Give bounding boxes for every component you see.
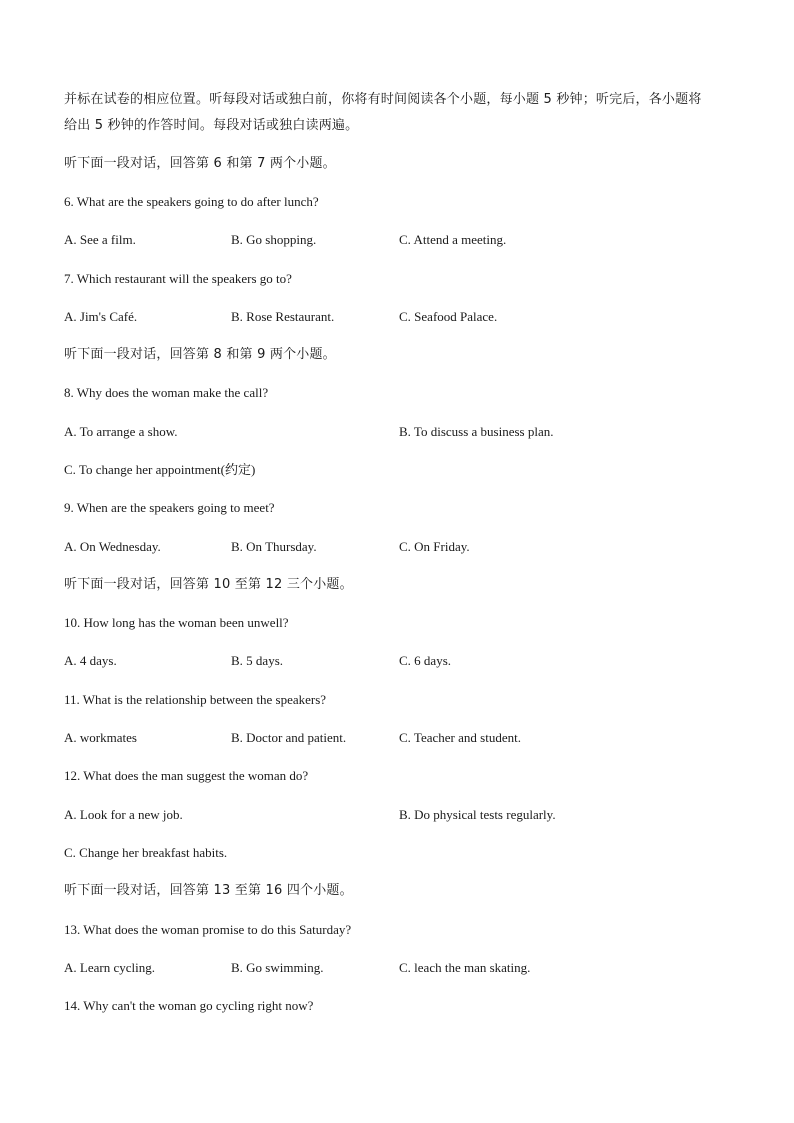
option-10a: A. 4 days.: [64, 653, 117, 668]
question-14: 14. Why can't the woman go cycling right now?: [64, 998, 314, 1013]
option-12c: C. Change her breakfast habits.: [64, 845, 228, 860]
question-8: 8. Why does the woman make the call?: [64, 385, 269, 400]
intro-line-2: 给出 5 秒钟的作答时间。每段对话或独白读两遍。: [64, 118, 359, 133]
option-10c: C. 6 days.: [399, 653, 451, 668]
option-6c: C. Attend a meeting.: [399, 232, 507, 247]
option-6a: A. See a film.: [64, 232, 136, 247]
question-12: 12. What does the man suggest the woman do?: [64, 768, 309, 783]
option-7c: C. Seafood Palace.: [399, 309, 498, 324]
question-6: 6. What are the speakers going to do after lunch?: [64, 194, 319, 209]
option-8c: C. To change her appointment(约定): [64, 462, 256, 477]
option-10b: B. 5 days.: [231, 653, 283, 668]
option-13a: A. Learn cycling.: [64, 960, 155, 975]
option-8a: A. To arrange a show.: [64, 424, 178, 439]
option-12a: A. Look for a new job.: [64, 807, 183, 822]
option-12b: B. Do physical tests regularly.: [399, 807, 556, 822]
question-11: 11. What is the relationship between the speakers?: [64, 692, 327, 707]
option-11b: B. Doctor and patient.: [231, 730, 347, 745]
section-instruction: 听下面一段对话，回答第 6 和第 7 两个小题。: [64, 156, 336, 171]
question-7: 7. Which restaurant will the speakers go to?: [64, 271, 292, 286]
question-10: 10. How long has the woman been unwell?: [64, 615, 289, 630]
option-13b: B. Go swimming.: [231, 960, 324, 975]
section-instruction: 听下面一段对话，回答第 10 至第 12 三个小题。: [64, 577, 353, 592]
section-instruction: 听下面一段对话，回答第 13 至第 16 四个小题。: [64, 883, 353, 898]
option-11a: A. workmates: [64, 730, 137, 745]
option-9b: B. On Thursday.: [231, 539, 317, 554]
option-6b: B. Go shopping.: [231, 232, 317, 247]
option-11c: C. Teacher and student.: [399, 730, 521, 745]
question-13: 13. What does the woman promise to do this Saturday?: [64, 922, 352, 937]
option-7b: B. Rose Restaurant.: [231, 309, 335, 324]
question-9: 9. When are the speakers going to meet?: [64, 500, 275, 515]
section-instruction: 听下面一段对话，回答第 8 和第 9 两个小题。: [64, 347, 336, 362]
option-8b: B. To discuss a business plan.: [399, 424, 554, 439]
option-13c: C. leach the man skating.: [399, 960, 531, 975]
option-9a: A. On Wednesday.: [64, 539, 161, 554]
option-7a: A. Jim's Café.: [64, 309, 138, 324]
option-9c: C. On Friday.: [399, 539, 470, 554]
intro-line-1: 并标在试卷的相应位置。听每段对话或独白前，你将有时间阅读各个小题，每小题 5 秒钟；听完后，各小题将: [64, 92, 702, 107]
